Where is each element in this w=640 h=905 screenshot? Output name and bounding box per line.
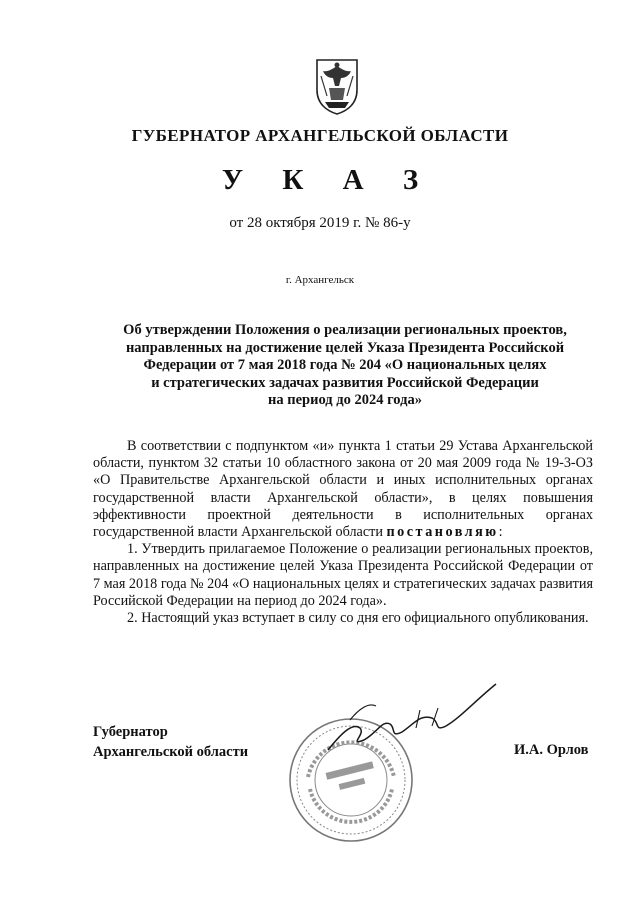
decree-body (93, 438, 593, 627)
subject-line: Об утверждении Положения о реализации региональных проектов, (123, 322, 567, 338)
subject-line: Федерации от 7 мая 2018 года № 204 «О национальных целях (143, 357, 547, 373)
subject-line: на период до 2024 года» (268, 392, 422, 408)
signatory-position (93, 722, 248, 762)
date-and-number: от 28 октября 2019 г. № 86-у (229, 215, 411, 231)
resolve-colon: : (498, 524, 503, 541)
signatory-name: И.А. Орлов (514, 742, 589, 758)
item-2-paragraph: 2. Настоящий указ вступает в силу со дня его официального опубликования. (127, 610, 589, 627)
city-name: г. Архангельск (285, 274, 355, 286)
resolve-word: постановляю (386, 524, 499, 541)
preamble-paragraph (93, 438, 593, 541)
document-type-title: У К А З (221, 164, 435, 196)
handwritten-signature-icon (320, 680, 500, 755)
arkhangelsk-coat-of-arms-icon (311, 56, 363, 116)
item-1-paragraph: 1. Утвердить прилагаемое Положение о реализации региональных проектов, направленных на достижение целей Указа Президента Российской Федерации от 7 мая 2018 года № 204 «О национальных целях и стратегических задачах развития Российской Федерации на период до 2024 года». (93, 541, 593, 609)
subject-line: направленных на достижение целей Указа Президента Российской (125, 339, 565, 356)
decree-subject (95, 322, 595, 410)
preamble-text: В соответствии с подпунктом «и» пункта 1 статьи 29 Устава Архангельской области, пунктом 32 статьи 10 областного закона от 20 мая 2009 года № 19-3-ОЗ «О Правительстве Архангельской области и иных исполнительных органах государственной власти Архангельской области», в целях повышения эффективности проектной деятельности в исполнительных органах государственной власти Архангельской области (93, 438, 593, 541)
position-line: Губернатор (93, 724, 168, 740)
position-line: Архангельской области (93, 744, 249, 760)
governor-title: ГУБЕРНАТОР АРХАНГЕЛЬСКОЙ ОБЛАСТИ (131, 126, 509, 145)
subject-line: и стратегических задачах развития Российской Федерации (151, 374, 539, 391)
